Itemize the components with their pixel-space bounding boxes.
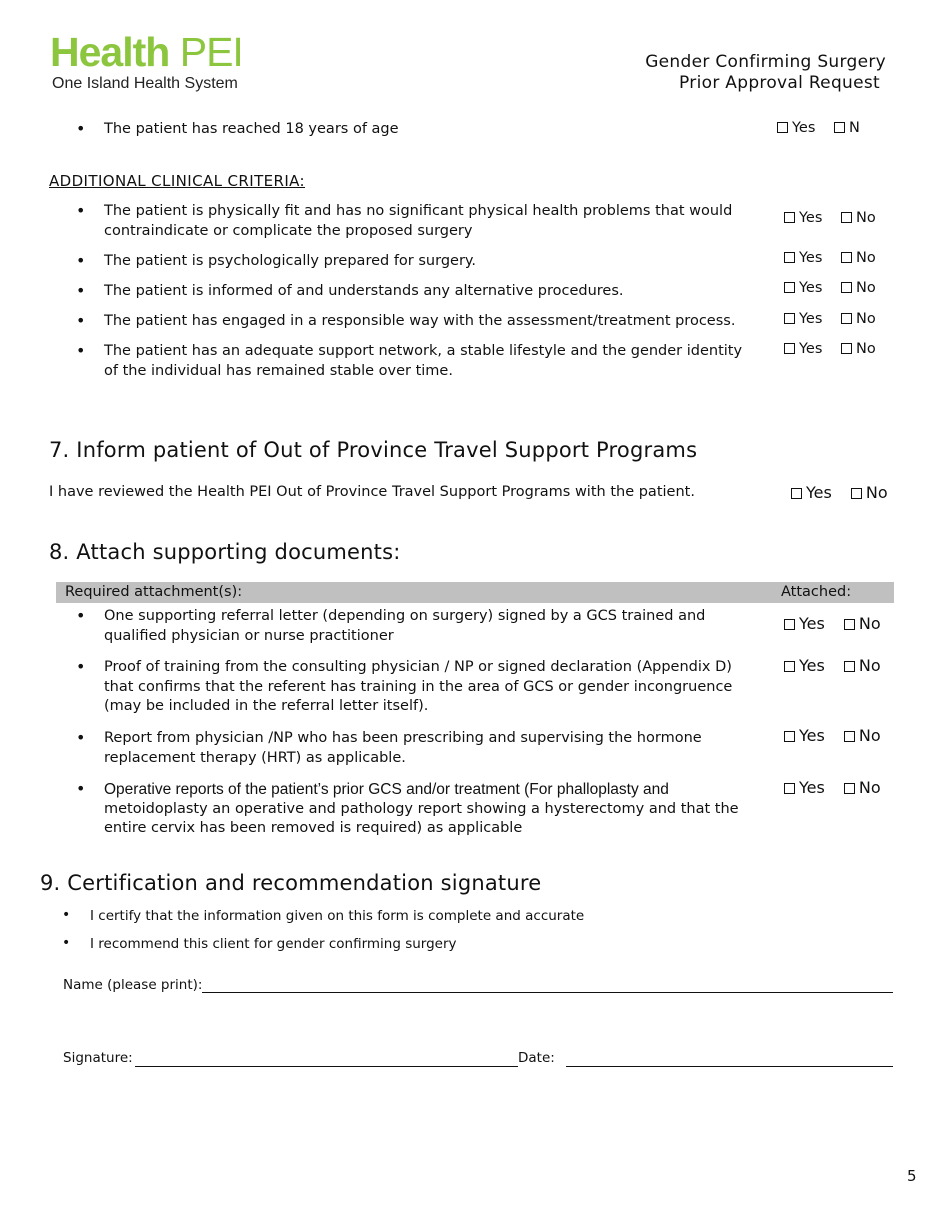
certify-statement: I certify that the information given on this form is complete and accurate [90,908,585,924]
section-9-heading: 9. Certification and recommendation signature [40,871,542,895]
attachment-item-4: Operative reports of the patient’s prior GCS and/or treatment (For phalloplasty and metoidoplasty an operative and pathology report showing a hysterectomy and that the entire cervix has been removed is required) as applicable [104,781,739,836]
clinical-item-1: The patient is physically fit and has no significant physical health problems that would contraindicate or complicate the proposed surgery [104,203,733,239]
attachment-item-2-options: Yes No [784,656,881,675]
form-title-line1: Gender Confirming Surgery [645,52,886,72]
attachment-item-3: Report from physician /NP who has been prescribing and supervising the hormone replacement therapy (HRT) as applicable. [104,730,702,766]
checkbox-no[interactable] [834,122,845,133]
section-8-heading: 8. Attach supporting documents: [49,540,401,564]
signature-input-line[interactable] [135,1066,518,1067]
clinical-item-4: The patient has engaged in a responsible way with the assessment/treatment process. [104,313,736,329]
checkbox-yes[interactable] [784,252,795,263]
date-label: Date: [518,1050,555,1066]
checkbox-no[interactable] [841,343,852,354]
travel-support-options: Yes No [791,483,888,502]
name-label: Name (please print): [63,977,203,993]
checkbox-no[interactable] [841,282,852,293]
name-input-line[interactable] [202,992,893,993]
checkbox-yes[interactable] [784,619,795,630]
checkbox-yes[interactable] [784,343,795,354]
attachment-item-1-options: Yes No [784,614,881,633]
clinical-item-3-options: Yes No [784,280,876,296]
page-number: 5 [907,1167,917,1185]
attachment-item-4-options: Yes No [784,778,881,797]
bullet-icon: • [76,606,86,625]
checkbox-no[interactable] [841,212,852,223]
checkbox-yes[interactable] [784,783,795,794]
age-criterion-options: Yes N [777,120,860,136]
checkbox-no[interactable] [844,619,855,630]
signature-label: Signature: [63,1050,133,1066]
bullet-icon: • [76,341,86,360]
checkbox-yes[interactable] [784,282,795,293]
bullet-icon: • [76,281,86,300]
clinical-item-2: The patient is psychologically prepared for surgery. [104,253,477,269]
date-input-line[interactable] [566,1066,893,1067]
bullet-icon: • [76,657,86,676]
logo-pei-text: PEI [179,29,243,75]
age-criterion-text: The patient has reached 18 years of age [104,121,399,137]
checkbox-no[interactable] [841,313,852,324]
travel-support-statement: I have reviewed the Health PEI Out of Province Travel Support Programs with the patient. [49,484,695,500]
logo-health-text: Health [50,29,170,75]
checkbox-no[interactable] [851,488,862,499]
checkbox-yes[interactable] [784,212,795,223]
clinical-item-4-options: Yes No [784,311,876,327]
checkbox-no[interactable] [844,783,855,794]
checkbox-yes[interactable] [777,122,788,133]
logo-subtitle: One Island Health System [52,75,238,92]
attachment-item-3-options: Yes No [784,726,881,745]
bullet-icon: • [76,728,86,747]
section-7-heading: 7. Inform patient of Out of Province Travel Support Programs [49,438,698,462]
checkbox-yes[interactable] [791,488,802,499]
clinical-item-1-options: Yes No [784,210,876,226]
clinical-criteria-heading: ADDITIONAL CLINICAL CRITERIA: [49,172,306,190]
checkbox-yes[interactable] [784,313,795,324]
bullet-icon: • [76,201,86,220]
bullet-icon: • [76,251,86,270]
checkbox-no[interactable] [841,252,852,263]
bullet-icon: • [76,779,86,798]
clinical-item-5: The patient has an adequate support network, a stable lifestyle and the gender identity of the individual has remained stable over time. [104,343,743,379]
checkbox-no[interactable] [844,661,855,672]
checkbox-yes[interactable] [784,661,795,672]
bullet-icon: • [62,907,71,923]
checkbox-yes[interactable] [784,731,795,742]
clinical-item-3: The patient is informed of and understands any alternative procedures. [104,283,624,299]
clinical-item-5-options: Yes No [784,341,876,357]
checkbox-no[interactable] [844,731,855,742]
attached-label: Attached: [781,584,852,600]
bullet-icon: • [76,119,86,138]
bullet-icon: • [62,935,71,951]
attachment-item-1: One supporting referral letter (depending on surgery) signed by a GCS trained and qualified physician or nurse practitioner [104,608,706,644]
required-attachments-label: Required attachment(s): [65,584,243,600]
health-pei-logo [50,30,243,74]
bullet-icon: • [76,311,86,330]
clinical-item-2-options: Yes No [784,250,876,266]
form-title-line2: Prior Approval Request [679,73,880,93]
attachment-item-2: Proof of training from the consulting physician / NP or signed declaration (Appendix D) that confirms that the referent has training in the area of GCS or gender incongruence (may be included in the referral letter itself). [104,659,733,714]
recommend-statement: I recommend this client for gender confirming surgery [90,936,457,952]
